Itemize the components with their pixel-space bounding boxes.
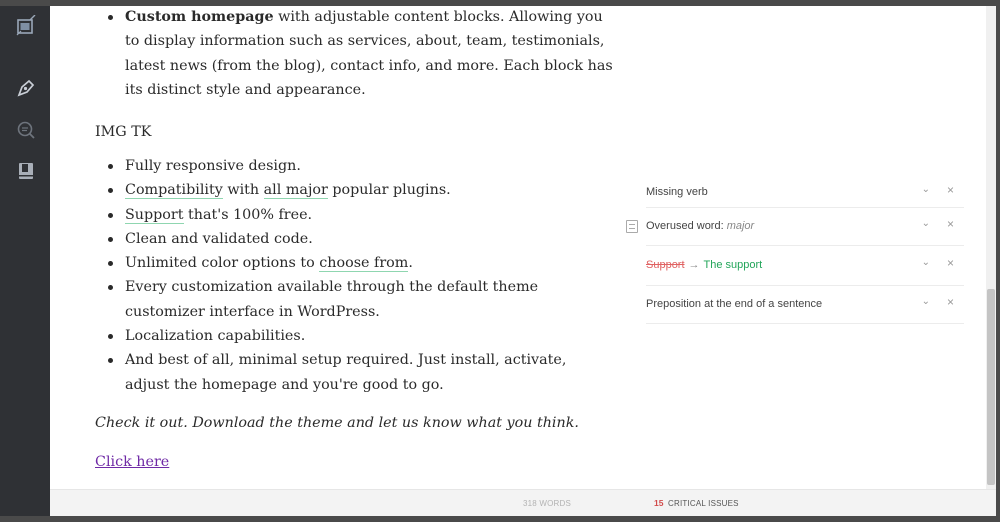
list-item-bold: Custom homepage: [125, 9, 274, 25]
list-item: [95, 6, 615, 102]
close-icon[interactable]: ×: [946, 256, 954, 270]
list-item: [95, 203, 615, 227]
list-item: [95, 251, 615, 275]
word-count: 318 WORDS: [523, 499, 572, 508]
close-icon[interactable]: ×: [946, 183, 954, 197]
sidebar: [0, 6, 50, 516]
issue-card-preposition[interactable]: [646, 286, 964, 324]
issue-word: major: [726, 220, 755, 232]
issue-label: [646, 259, 762, 271]
arrow-right-icon: →: [688, 259, 700, 271]
feature-list-top: [95, 6, 615, 102]
feature-text: Every customization available through the default theme customizer interface in WordPress.: [125, 279, 539, 320]
list-item: [95, 348, 615, 397]
list-item: [95, 275, 615, 324]
scrollbar-thumb[interactable]: [987, 289, 995, 485]
pen-icon[interactable]: [14, 76, 38, 100]
feature-list: [95, 154, 615, 397]
feature-text: that's 100% free.: [183, 206, 313, 223]
flagged-word[interactable]: Support: [125, 206, 184, 223]
search-icon[interactable]: [14, 118, 38, 142]
feature-text: Fully responsive design.: [125, 158, 301, 174]
chevron-down-icon[interactable]: ⌄: [921, 257, 930, 268]
feature-text: .: [408, 255, 413, 272]
close-icon[interactable]: ×: [946, 217, 954, 231]
feature-text: Localization capabilities.: [125, 328, 306, 345]
issue-card-missing-verb[interactable]: [646, 174, 964, 208]
close-icon[interactable]: ×: [946, 295, 954, 309]
issue-card-support[interactable]: [646, 246, 964, 286]
image-insert-icon[interactable]: [14, 14, 38, 38]
suggestion-word[interactable]: The support: [703, 259, 763, 271]
status-bar: [50, 489, 996, 516]
call-to-action: Check it out. Download the theme and let us know what you think.: [95, 415, 579, 431]
list-item: [95, 178, 615, 202]
feature-text: Unlimited color options to: [125, 255, 320, 272]
chevron-down-icon[interactable]: ⌄: [921, 184, 930, 195]
flagged-word[interactable]: Compatibility: [125, 182, 223, 199]
issue-label: Preposition at the end of a sentence: [646, 298, 823, 310]
book-icon: [626, 220, 638, 233]
issue-label: Missing verb: [646, 186, 708, 198]
list-item: [95, 227, 615, 251]
original-word: Support: [646, 259, 685, 271]
critical-issues-label[interactable]: CRITICAL ISSUES: [668, 499, 739, 508]
flagged-word[interactable]: all major: [263, 182, 328, 199]
feature-text: with: [222, 182, 264, 199]
issue-label: [646, 220, 754, 232]
feature-text: Clean and validated code.: [125, 230, 313, 247]
feature-text: And best of all, minimal setup required. Just install, activate, adjust the homepage and you're good to go.: [125, 352, 567, 393]
issue-card-overused-word[interactable]: [646, 208, 964, 246]
chevron-down-icon[interactable]: ⌄: [921, 296, 930, 307]
feature-text: popular plugins.: [327, 182, 451, 199]
editor-window: [50, 6, 996, 516]
book-icon[interactable]: [14, 159, 38, 183]
issue-label-text: Overused word:: [646, 220, 727, 232]
critical-issues-count[interactable]: 15: [654, 498, 664, 508]
click-here-link[interactable]: Click here: [95, 454, 170, 470]
img-placeholder-text: IMG TK: [95, 124, 152, 140]
list-item-text: with adjustable content blocks. Allowing you to display information such as services, about, team, testimonials, latest news (from the blog), contact info, and more. Each block has its distinct style and appearance.: [125, 9, 613, 98]
scrollbar-track[interactable]: [986, 6, 996, 491]
flagged-word[interactable]: choose from: [319, 255, 409, 272]
chevron-down-icon[interactable]: ⌄: [921, 218, 930, 229]
issues-panel: [620, 174, 965, 324]
list-item: [95, 324, 615, 348]
list-item: [95, 154, 615, 178]
